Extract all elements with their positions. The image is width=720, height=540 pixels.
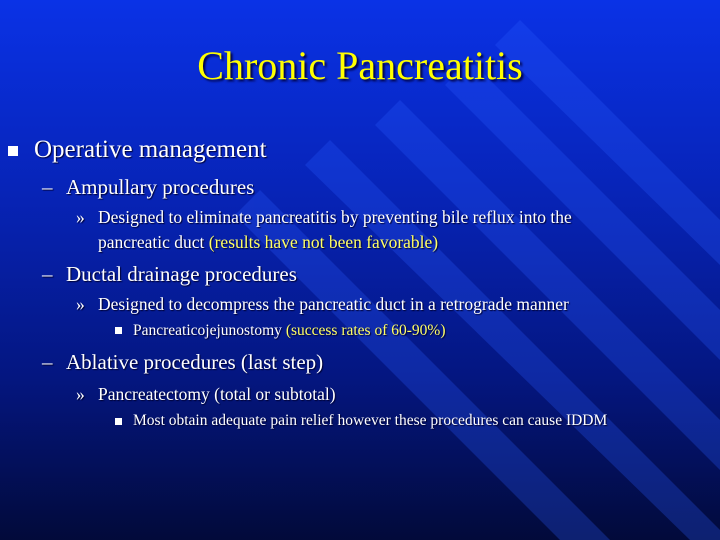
dash-marker: – — [42, 350, 53, 374]
ablative-procedures-heading: Ablative procedures (last step) — [66, 350, 324, 374]
ampullary-description-line1: Designed to eliminate pancreatitis by preventing bile reflux into the — [98, 207, 572, 227]
ampullary-description-line2 — [98, 232, 438, 253]
square-bullet-icon — [115, 418, 122, 425]
ampullary-result-note: (results have not been favorable) — [208, 232, 439, 252]
dash-marker: – — [42, 262, 53, 286]
dash-marker: – — [42, 175, 53, 199]
chevron-marker: » — [76, 384, 85, 404]
pancreatectomy-description: Pancreatectomy (total or subtotal) — [98, 384, 336, 404]
chevron-marker: » — [76, 207, 85, 227]
ampullary-description-line2-text: pancreatic duct — [98, 232, 209, 252]
success-rate-note: (success rates of 60-90%) — [285, 322, 446, 339]
ampullary-procedures-heading: Ampullary procedures — [66, 175, 255, 199]
square-bullet-icon — [8, 146, 18, 156]
ductal-drainage-description: Designed to decompress the pancreatic duct in a retrograde manner — [98, 294, 569, 314]
pancreaticojejunostomy-item — [133, 322, 446, 340]
pain-relief-item: Most obtain adequate pain relief however these procedures can cause IDDM — [133, 412, 608, 429]
slide-title: Chronic Pancreatitis — [197, 43, 523, 88]
ductal-drainage-heading: Ductal drainage procedures — [66, 262, 297, 286]
pancreaticojejunostomy-label: Pancreaticojejunostomy — [133, 322, 286, 339]
level1-operative-management: Operative management — [34, 136, 267, 163]
chevron-marker: » — [76, 294, 85, 314]
square-bullet-icon — [115, 327, 122, 334]
